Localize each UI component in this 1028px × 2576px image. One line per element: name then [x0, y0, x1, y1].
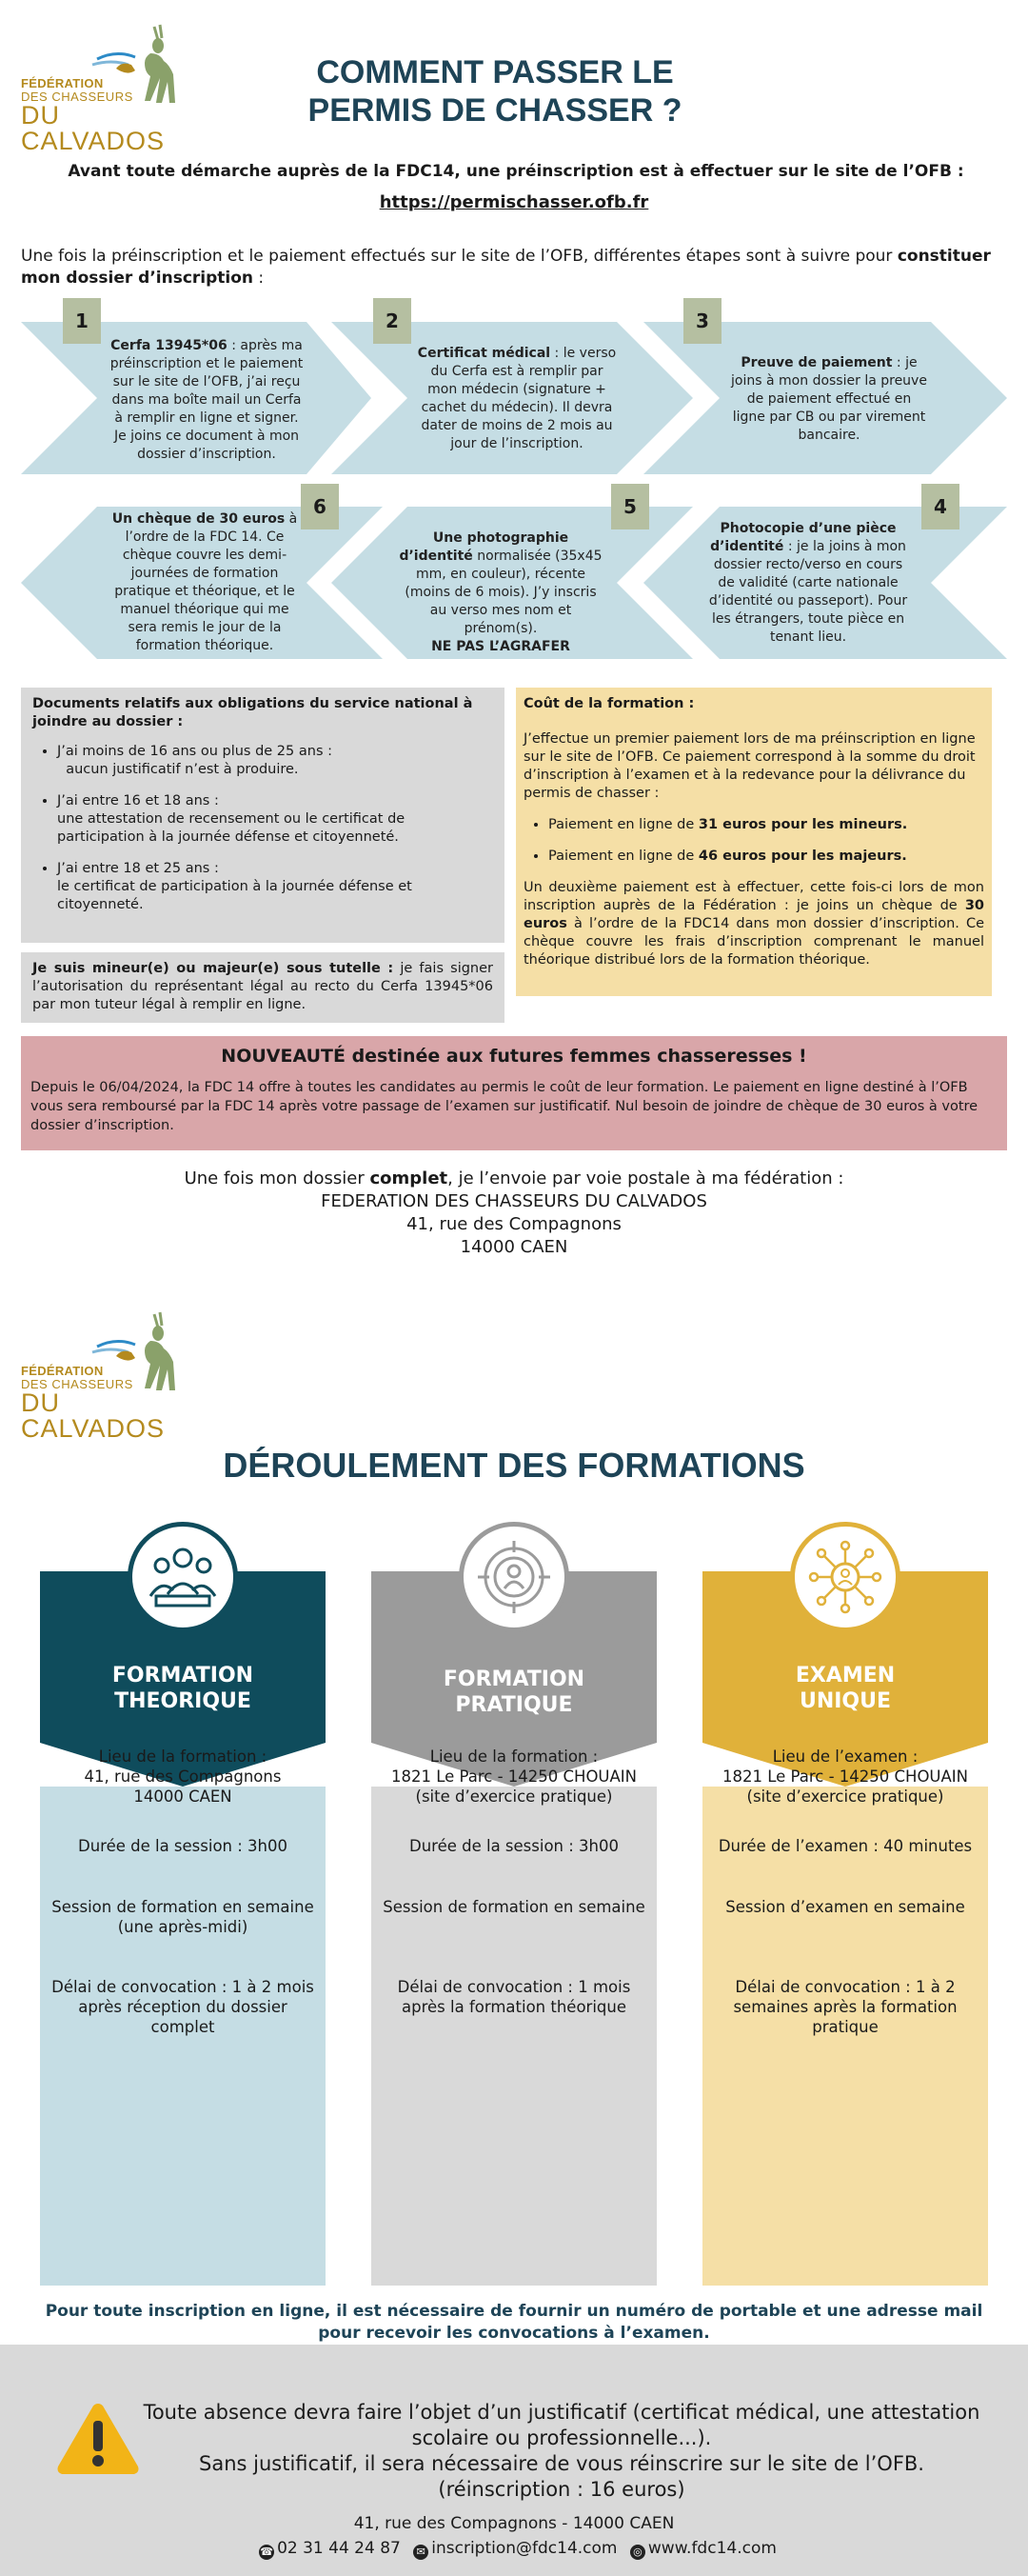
step-body: à l’ordre de la FDC 14. Ce chèque couvre les demi-journées de formation pratique et théorique, et le manuel théorique qui me sera remis le jour de la formation théorique. — [114, 511, 298, 653]
phone-icon: ☎ — [260, 2546, 273, 2558]
service-item — [57, 743, 493, 779]
column-body — [702, 1747, 988, 2286]
cost-p1: J’effectue un premier paiement lors de ma préinscription en ligne sur le site de l’OFB. Ce paiement correspond à la somme du droit d’inscription à l’examen et à la redevance pour la délivrance du permis de chasser : — [524, 731, 976, 801]
step-text — [105, 510, 305, 655]
lead-text — [21, 246, 1011, 290]
cost-p2-a: Un deuxième paiement est à effectuer, cette fois-ci lors de mon inscription auprès de la Fédération : je joins un chèque de — [524, 880, 984, 913]
service-item-b: aucun justificatif n’est à produire. — [66, 762, 299, 777]
logo-line1: FÉDÉRATION — [21, 76, 104, 90]
column-place: Lieu de la formation : 41, rue des Compagnons 14000 CAEN — [84, 1747, 282, 1806]
warning-line3: (réinscription : 16 euros) — [438, 2478, 685, 2501]
logo-line3: DU CALVADOS — [21, 101, 166, 155]
logo-line1: FÉDÉRATION — [21, 1364, 104, 1378]
column-session: Session de formation en semaine — [383, 1898, 645, 1916]
step-5-number: 5 — [611, 484, 649, 529]
column-body — [40, 1747, 326, 2286]
column-place: Lieu de l’examen : 1821 Le Parc - 14250 CHOUAIN (site d’exercice pratique) — [722, 1747, 968, 1806]
warning-line1: Toute absence devra faire l’objet d’un justificatif (certificat médical, une attestation scolaire ou professionnelle...). — [143, 2401, 980, 2449]
cost-box — [516, 688, 992, 996]
network-icon — [790, 1522, 900, 1632]
news-alert — [21, 1036, 1007, 1150]
column-title — [702, 1663, 988, 1714]
column-title1: EXAMEN — [795, 1664, 896, 1687]
step-4-number: 4 — [921, 484, 959, 529]
cost-item — [548, 816, 984, 834]
step-bold: Un chèque de 30 euros — [111, 511, 286, 527]
service-item-b: une attestation de recensement ou le certificat de participation à la journée défense et citoyenneté. — [57, 811, 405, 845]
column-title2: UNIQUE — [799, 1689, 892, 1713]
page-title — [257, 53, 733, 130]
column-title1: FORMATION — [111, 1664, 254, 1687]
step-4 — [643, 507, 1007, 659]
step-bold2: NE PAS L’AGRAFER — [431, 639, 570, 654]
logo-fdc14-second — [21, 1307, 211, 1443]
cost-item-bold: 46 euros pour les majeurs. — [698, 849, 907, 864]
column-title1: FORMATION — [443, 1667, 585, 1691]
cost-item-normal: Paiement en ligne de — [548, 817, 699, 832]
cost-p2-b: à l’ordre de la FDC14 dans mon dossier d’inscription. Ce chèque couvre les frais d’inscription comprenant le manuel théorique distribué lors de la formation théorique. — [524, 916, 984, 968]
logo-line2: DES CHASSEURS — [21, 90, 133, 104]
column-examen — [702, 1571, 988, 2286]
warning-text — [133, 2400, 990, 2503]
step-5 — [331, 507, 693, 659]
title-line2: PERMIS DE CHASSER ? — [307, 92, 682, 129]
service-item-a: J’ai moins de 16 ans ou plus de 25 ans : — [57, 744, 332, 759]
step-bold: Photocopie d’une pièce d’identité — [710, 521, 897, 554]
step-2 — [331, 322, 693, 474]
news-title: NOUVEAUTÉ destinée aux futures femmes chasseresses ! — [221, 1046, 807, 1067]
step-text — [708, 520, 908, 647]
send-line4: 14000 CAEN — [460, 1237, 568, 1257]
lead-end: : — [253, 269, 265, 288]
footnote: Pour toute inscription en ligne, il est nécessaire de fournir un numéro de portable et une adresse mail pour recevoir les convocations à l’examen. — [45, 2302, 983, 2343]
step-body: : après ma préinscription et le paiement sur le site de l’OFB, j’ai reçu dans ma boîte mail un Cerfa à remplir en ligne et signer. Je joins ce document à mon dossier d’inscription. — [109, 338, 304, 462]
footer-web[interactable]: www.fdc14.com — [647, 2539, 777, 2558]
send-line3: 41, rue des Compagnons — [406, 1214, 622, 1234]
step-bold: Preuve de paiement — [741, 355, 893, 370]
warning-icon-svg — [55, 2400, 141, 2476]
column-theorique — [40, 1571, 326, 2286]
cost-p2 — [524, 879, 984, 969]
column-delay: Délai de convocation : 1 à 2 mois après réception du dossier complet — [51, 1978, 314, 2036]
step-text — [396, 529, 605, 656]
step-bold: Certificat médical — [417, 346, 551, 361]
step-body: normalisée (35x45 mm, en couleur), récente (moins de 6 mois). J’y inscris au verso mes nom et prénom(s). — [405, 549, 603, 636]
target-icon-svg — [474, 1537, 554, 1617]
column-title2: THEORIQUE — [114, 1689, 251, 1713]
send-line1-b: , je l’envoie par voie postale à ma fédération : — [447, 1168, 844, 1188]
cost-item-bold: 31 euros pour les mineurs. — [698, 817, 908, 832]
send-line2: FEDERATION DES CHASSEURS DU CALVADOS — [321, 1191, 707, 1211]
cost-title: Coût de la formation : — [524, 696, 695, 711]
cost-list — [548, 816, 984, 866]
warning-icon — [55, 2400, 141, 2476]
service-list — [57, 743, 493, 914]
service-title: Documents relatifs aux obligations du service national à joindre au dossier : — [32, 696, 473, 729]
column-duration: Durée de la session : 3h00 — [77, 1837, 288, 1855]
column-title2: PRATIQUE — [455, 1693, 573, 1717]
cost-p2-bold: 30 euros — [524, 898, 984, 931]
logo-line2: DES CHASSEURS — [21, 1377, 133, 1391]
step-text — [417, 345, 617, 453]
lead-bold: constituer mon dossier d’inscription — [21, 247, 991, 288]
group-icon-svg — [143, 1537, 223, 1617]
column-title — [371, 1667, 657, 1718]
service-box — [21, 688, 504, 943]
service-item — [57, 860, 493, 914]
group-icon — [128, 1522, 238, 1632]
footer-contacts — [0, 2539, 1028, 2560]
step-body: : je la joins à mon dossier recto/verso en cours de validité (carte nationale d’identité ou passeport). Pour les étrangers, toute pièce en tenant lieu. — [708, 539, 908, 645]
step-6 — [21, 507, 383, 659]
step-1 — [21, 322, 383, 474]
ofb-link[interactable]: https://permischasser.ofb.fr — [379, 192, 649, 212]
column-body — [371, 1747, 657, 2286]
target-icon — [459, 1522, 569, 1632]
cost-item-normal: Paiement en ligne de — [548, 849, 699, 864]
footer-address: 41, rue des Compagnons - 14000 CAEN — [353, 2514, 675, 2533]
warning-line2: Sans justificatif, il sera nécessaire de vous réinscrire sur le site de l’OFB. — [199, 2452, 924, 2475]
news-body: Depuis le 06/04/2024, la FDC 14 offre à toutes les candidates au permis le coût de leur formation. Le paiement en ligne destiné à l’OFB vous sera remboursé par la FDC 14 après votre passage de l’examen sur justificatif. Nul besoin de joindre de chèque de 30 euros à votre dossier d’inscription. — [30, 1080, 979, 1133]
step-text — [107, 337, 306, 464]
step-bold: Une photographie d’identité — [399, 530, 569, 564]
send-address — [0, 1168, 1028, 1259]
logo-line3: DU CALVADOS — [21, 1388, 166, 1443]
step-body: : je joins à mon dossier la preuve de paiement effectué en ligne par CB ou par virement bancaire. — [731, 355, 927, 443]
mail-icon: ✉ — [413, 2545, 428, 2560]
lead-normal: Une fois la préinscription et le paiement effectués sur le site de l’OFB, différentes étapes sont à suivre pour — [21, 247, 898, 266]
column-session: Session de formation en semaine (une après-midi) — [51, 1898, 314, 1936]
service-item-a: J’ai entre 18 et 25 ans : — [57, 861, 219, 876]
column-delay: Délai de convocation : 1 mois après la formation théorique — [397, 1978, 631, 2016]
send-line1 — [0, 1168, 1028, 1190]
logo-fdc14 — [21, 19, 211, 155]
step-3 — [643, 322, 1007, 474]
network-icon-svg — [805, 1537, 885, 1617]
step-3-number: 3 — [683, 298, 722, 344]
cost-item — [548, 848, 984, 866]
column-pratique — [371, 1571, 657, 2286]
minor-box — [21, 952, 504, 1023]
service-item-b: le certificat de participation à la journée défense et citoyenneté. — [57, 879, 412, 912]
column-delay: Délai de convocation : 1 à 2 semaines après la formation pratique — [733, 1978, 958, 2036]
step-text — [729, 354, 929, 445]
send-line1-a: Une fois mon dossier — [184, 1168, 370, 1188]
minor-text: je fais signer l’autorisation du représentant légal au recto du Cerfa 13945*06 par mon tuteur légal à remplir en ligne. — [32, 961, 493, 1012]
column-place: Lieu de la formation : 1821 Le Parc - 14250 CHOUAIN (site d’exercice pratique) — [390, 1747, 637, 1806]
column-duration: Durée de la session : 3h00 — [408, 1837, 620, 1855]
title-line1: COMMENT PASSER LE — [316, 54, 674, 90]
service-item — [57, 792, 493, 847]
footer-phone[interactable]: 02 31 44 24 87 — [277, 2539, 401, 2558]
service-item-a: J’ai entre 16 et 18 ans : — [57, 793, 219, 809]
send-line1-bold: complet — [369, 1168, 448, 1188]
column-title — [40, 1663, 326, 1714]
formations-title: DÉROULEMENT DES FORMATIONS — [223, 1446, 805, 1485]
step-bold: Cerfa 13945*06 — [110, 338, 227, 353]
column-duration: Durée de l’examen : 40 minutes — [718, 1837, 973, 1855]
globe-icon: ◎ — [630, 2545, 645, 2560]
step-6-number: 6 — [301, 484, 339, 529]
minor-bold: Je suis mineur(e) ou majeur(e) sous tutelle : — [32, 961, 394, 976]
step-body: : le verso du Cerfa est à remplir par mon médecin (signature + cachet du médecin). Il devra dater de moins de 2 mois au jour de l’inscription. — [421, 346, 617, 451]
column-session: Session d’examen en semaine — [725, 1898, 965, 1916]
intro-text: Avant toute démarche auprès de la FDC14, une préinscription est à effectuer sur le site de l’OFB : — [68, 162, 964, 181]
step-1-number: 1 — [63, 298, 101, 344]
step-2-number: 2 — [373, 298, 411, 344]
footer-email[interactable]: inscription@fdc14.com — [431, 2539, 618, 2558]
